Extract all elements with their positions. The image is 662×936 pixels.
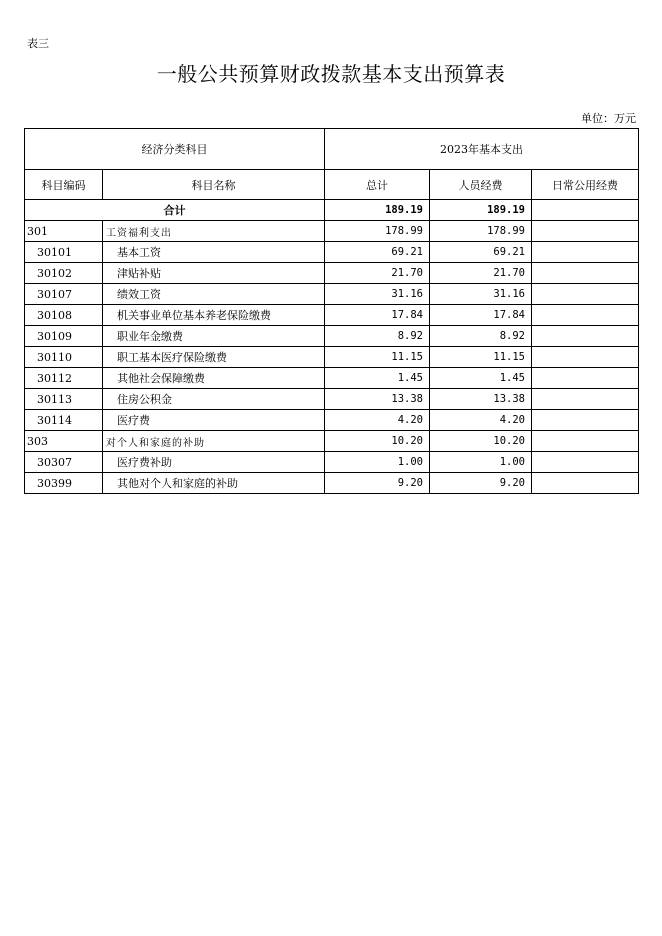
row-personnel: 1.45 [430, 368, 532, 389]
table-row [25, 410, 639, 431]
row-code: 30399 [25, 473, 103, 494]
row-public [532, 221, 639, 242]
row-public [532, 410, 639, 431]
row-name: 医疗费补助 [103, 452, 325, 473]
row-name: 津贴补贴 [103, 263, 325, 284]
row-name: 住房公积金 [103, 389, 325, 410]
total-personnel: 189.19 [430, 200, 532, 221]
column-header-public: 日常公用经费 [532, 170, 639, 200]
row-name: 机关事业单位基本养老保险缴费 [103, 305, 325, 326]
row-public [532, 431, 639, 452]
row-name: 职工基本医疗保险缴费 [103, 347, 325, 368]
table-row [25, 242, 639, 263]
column-header-total: 总计 [325, 170, 430, 200]
row-personnel: 21.70 [430, 263, 532, 284]
row-total: 13.38 [325, 389, 430, 410]
row-code: 30101 [25, 242, 103, 263]
table-row [25, 326, 639, 347]
row-personnel: 10.20 [430, 431, 532, 452]
table-row [25, 347, 639, 368]
row-public [532, 473, 639, 494]
page-title: 一般公共预算财政拨款基本支出预算表 [156, 62, 506, 86]
row-total: 17.84 [325, 305, 430, 326]
row-total: 8.92 [325, 326, 430, 347]
row-public [532, 326, 639, 347]
row-name: 基本工资 [103, 242, 325, 263]
row-personnel: 13.38 [430, 389, 532, 410]
row-code: 30102 [25, 263, 103, 284]
row-public [532, 452, 639, 473]
row-total: 10.20 [325, 431, 430, 452]
table-row [25, 389, 639, 410]
table-row [25, 452, 639, 473]
header-economic-classification: 经济分类科目 [25, 129, 325, 170]
row-total: 1.00 [325, 452, 430, 473]
row-public [532, 242, 639, 263]
row-total: 11.15 [325, 347, 430, 368]
row-name: 绩效工资 [103, 284, 325, 305]
row-total: 4.20 [325, 410, 430, 431]
row-personnel: 17.84 [430, 305, 532, 326]
row-public [532, 368, 639, 389]
row-personnel: 8.92 [430, 326, 532, 347]
row-code: 30110 [25, 347, 103, 368]
table-row [25, 431, 639, 452]
row-name: 对个人和家庭的补助 [103, 431, 325, 452]
unit-label: 单位：万元 [581, 112, 636, 125]
row-name: 其他社会保障缴费 [103, 368, 325, 389]
row-total: 31.16 [325, 284, 430, 305]
row-code: 30113 [25, 389, 103, 410]
row-personnel: 9.20 [430, 473, 532, 494]
row-total: 178.99 [325, 221, 430, 242]
column-header-code: 科目编码 [25, 170, 103, 200]
row-public [532, 263, 639, 284]
budget-table [24, 128, 639, 494]
total-label: 合计 [25, 200, 325, 221]
row-code: 30109 [25, 326, 103, 347]
column-header-name: 科目名称 [103, 170, 325, 200]
row-public [532, 389, 639, 410]
table-row [25, 221, 639, 242]
row-personnel: 11.15 [430, 347, 532, 368]
row-code: 30108 [25, 305, 103, 326]
table-row [25, 284, 639, 305]
row-name: 职业年金缴费 [103, 326, 325, 347]
header-group-row [25, 129, 639, 170]
row-total: 1.45 [325, 368, 430, 389]
row-public [532, 305, 639, 326]
row-name: 其他对个人和家庭的补助 [103, 473, 325, 494]
document-label: 表三 [27, 37, 49, 50]
row-code: 30112 [25, 368, 103, 389]
row-personnel: 31.16 [430, 284, 532, 305]
total-amount: 189.19 [325, 200, 430, 221]
header-basic-expenditure: 2023年基本支出 [325, 129, 639, 170]
row-personnel: 4.20 [430, 410, 532, 431]
row-total: 9.20 [325, 473, 430, 494]
table-row [25, 263, 639, 284]
row-name: 工资福利支出 [103, 221, 325, 242]
row-personnel: 178.99 [430, 221, 532, 242]
column-header-personnel: 人员经费 [430, 170, 532, 200]
row-public [532, 347, 639, 368]
row-code: 30307 [25, 452, 103, 473]
total-public [532, 200, 639, 221]
row-code: 30114 [25, 410, 103, 431]
table-row [25, 473, 639, 494]
row-code: 301 [25, 221, 103, 242]
table-row [25, 305, 639, 326]
row-code: 30107 [25, 284, 103, 305]
row-public [532, 284, 639, 305]
row-personnel: 69.21 [430, 242, 532, 263]
row-personnel: 1.00 [430, 452, 532, 473]
total-row [25, 200, 639, 221]
table-row [25, 368, 639, 389]
header-column-row [25, 170, 639, 200]
row-total: 69.21 [325, 242, 430, 263]
row-name: 医疗费 [103, 410, 325, 431]
row-total: 21.70 [325, 263, 430, 284]
row-code: 303 [25, 431, 103, 452]
